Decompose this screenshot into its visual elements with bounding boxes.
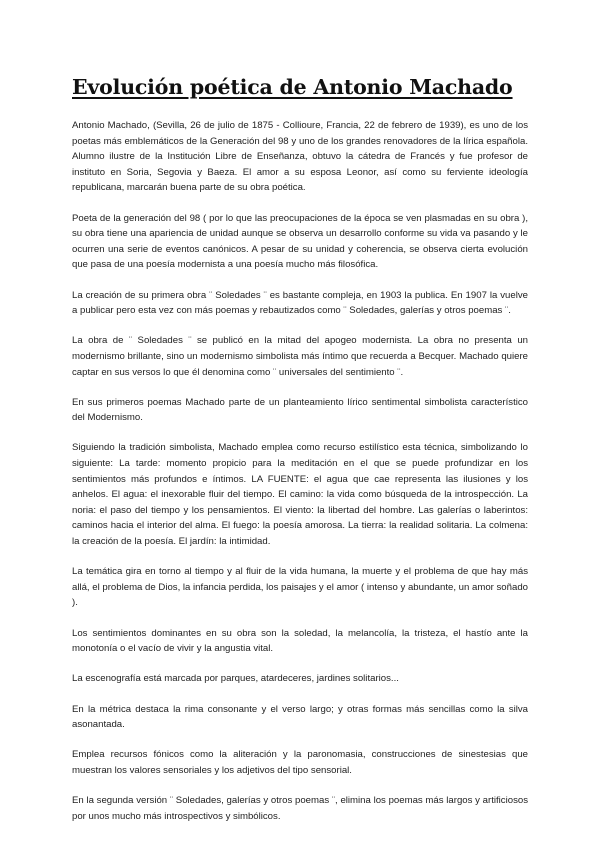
paragraph-themes: La temática gira en torno al tiempo y al fluir de la vida humana, la muerte y el problema de que hay más allá, el problema de Dios, la infancia perdida, los paisajes y el amor ( intenso y abundante, un amor soñado ). (72, 566, 528, 609)
paragraph-symbolism: Siguiendo la tradición simbolista, Machado emplea como recurso estilístico esta técnica, simbolizando lo siguiente: La tarde: momento propicio para la meditación en el que se puede profundizar en los sentimientos más profundos e íntimos. LA FUENTE: el agua que cae representa las ilusiones y los anhelos. El agua: el inexorable fluir del tiempo. El camino: la vida como búsqueda de la introspección. La noria: el paso del tiempo y los pensamientos. El viento: la libertad del hombre. Las galerías o laberintos: caminos hacia el interior del alma. El fuego: la poesía amorosa. La tierra: la realidad solitaria. La colmena: la creación de la poesía. El jardín: la intimidad. (72, 442, 528, 548)
paragraph-scenography: La escenografía está marcada por parques, atardeceres, jardines solitarios... (72, 673, 399, 685)
paragraph-phonic-resources: Emplea recursos fónicos como la aliteración y la paronomasia, construcciones de sinestesias que muestran los valores sensoriales y los adjetivos del tipo sensorial. (72, 749, 528, 776)
paragraph-metrics: En la métrica destaca la rima consonante y el verso largo; y otras formas más sencillas como la silva asonantada. (72, 703, 528, 731)
document-title: Evolución poética de Antonio Machado (72, 75, 513, 99)
paragraph-generation-98: Poeta de la generación del 98 ( por lo que las preocupaciones de la época se ven plasmadas en su obra ), su obra tiene una apariencia de unidad aunque se observa un desarrollo conforme su vida va pasando y le ocurren una serie de eventos canónicos. A pesar de su unidad y coherencia, se observa cierta evolución que pasa de una poesía modernista a una poesía mucho más filosófica. (72, 212, 528, 271)
paragraph-soledades-modernism: La obra de ¨ Soledades ¨ se publicó en la mitad del apogeo modernista. La obra no presenta un modernismo brillante, sino un modernismo simbolista más íntimo que recuerda a Becquer. Machado quiere captar en sus versos lo que él denomina como ¨ universales del sentimiento ¨. (72, 335, 528, 378)
paragraph-soledades-creation: La creación de su primera obra ¨ Soledades ¨ es bastante compleja, en 1903 la publica. En 1907 la vuelve a publicar pero esta vez con más poemas y rebautizados como ¨ Soledades, galerías y otros poemas ¨. (72, 289, 528, 317)
paragraph-first-poems: En sus primeros poemas Machado parte de un planteamiento lírico sentimental simbolista característico del Modernismo. (72, 396, 528, 424)
paragraph-feelings: Los sentimientos dominantes en su obra son la soledad, la melancolía, la tristeza, el hastío ante la monotonía o el vacío de vivir y la angustia vital. (72, 627, 528, 655)
document-body (72, 118, 528, 839)
paragraph-biography: Antonio Machado, (Sevilla, 26 de julio de 1875 - Collioure, Francia, 22 de febrero de 1939), es uno de los poetas más emblemáticos de la Generación del 98 y uno de los grandes renovadores de la lírica española. Alumno ilustre de la Institución Libre de Enseñanza, obtuvo la cátedra de Francés y fue profesor de instituto en Soria, Segovia y Baeza. El amor a su esposa Leonor, así como su ferviente ideología republicana, marcarán buena parte de su obra poética. (72, 120, 528, 194)
paragraph-second-version: En la segunda versión ¨ Soledades, galerías y otros poemas ¨, elimina los poemas más largos y artificiosos por unos mucho más introspectivos y simbólicos. (72, 795, 528, 822)
